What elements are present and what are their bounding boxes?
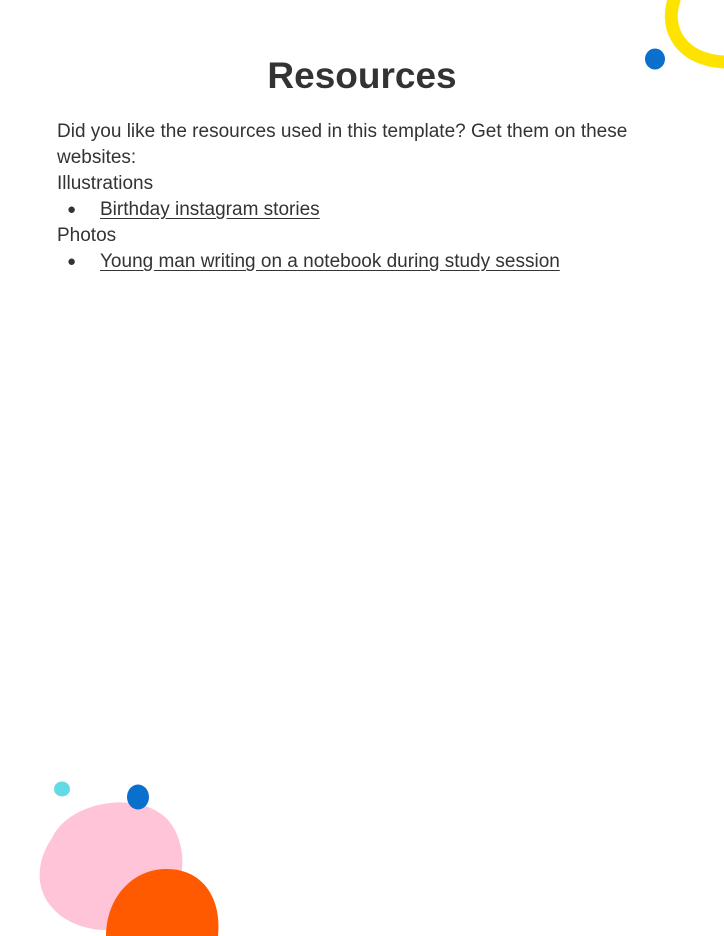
link-birthday-instagram-stories[interactable]: Birthday instagram stories [100, 199, 320, 220]
bullet-icon: ● [67, 253, 77, 270]
list-item [57, 197, 677, 223]
link-young-man-writing[interactable]: Young man writing on a notebook during study session [100, 251, 560, 272]
section-heading-illustrations: Illustrations [57, 173, 154, 194]
page-title: Resources [267, 55, 457, 96]
resources-content [57, 119, 677, 275]
illustrations-list [57, 197, 677, 223]
blue-dot-bottom-shape [127, 785, 149, 810]
photos-list [57, 249, 677, 275]
list-item [57, 249, 677, 275]
bullet-icon: ● [67, 201, 77, 218]
intro-text: Did you like the resources used in this template? Get them on these websites: [57, 121, 628, 168]
section-heading-photos: Photos [57, 225, 117, 246]
cyan-dot-shape [54, 782, 70, 797]
